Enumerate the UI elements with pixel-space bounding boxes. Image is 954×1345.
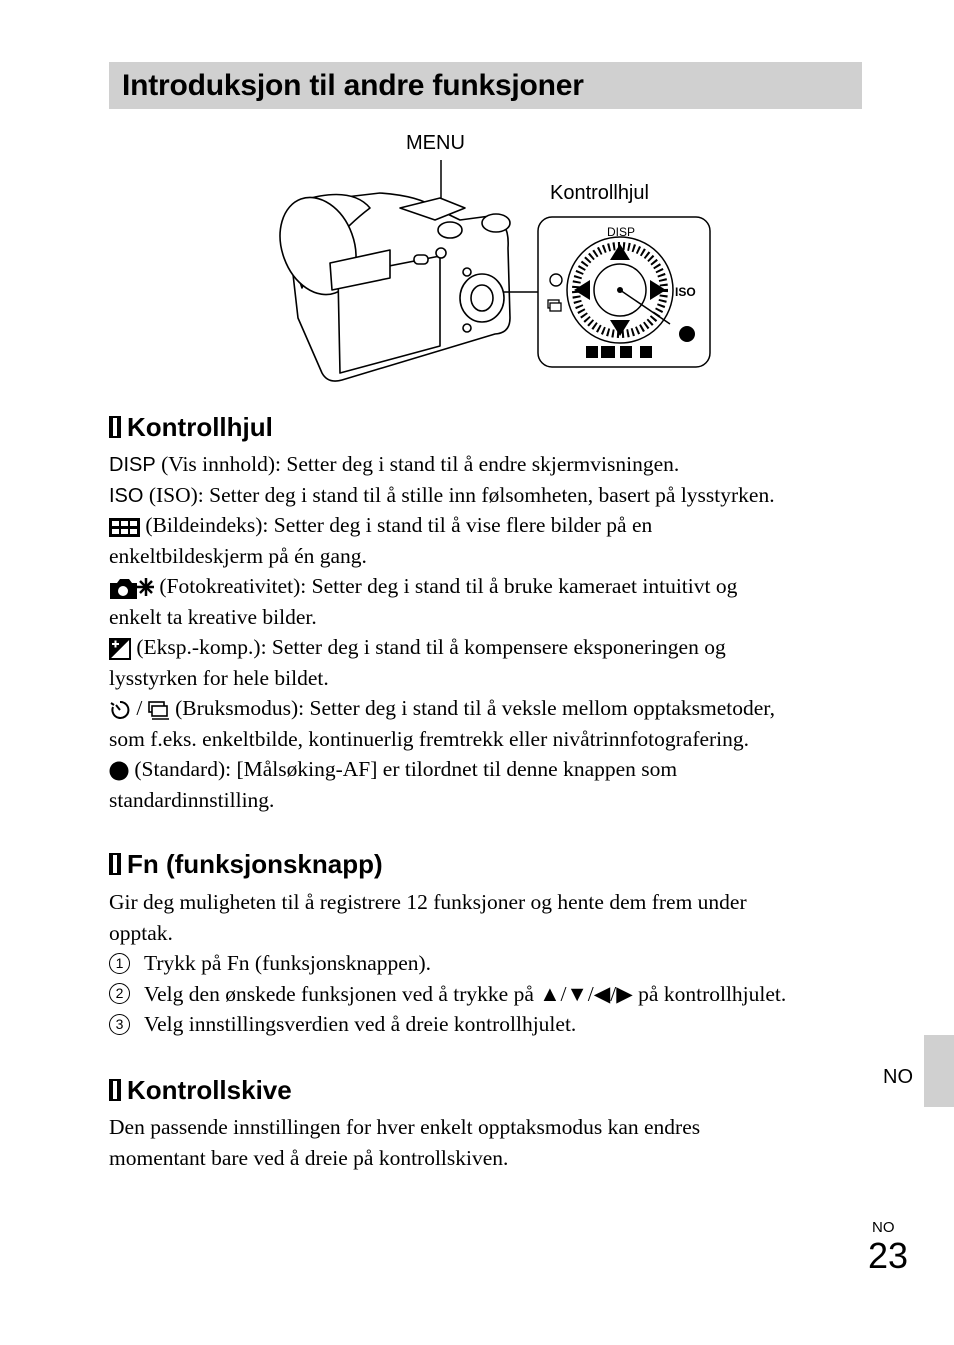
fn-step-3: 3 Velg innstillingsverdien ved å dreie kontrollhjulet. — [109, 1009, 869, 1040]
step-number: 2 — [109, 983, 130, 1004]
fn-body — [109, 887, 869, 1040]
title-bar — [109, 62, 862, 109]
wheel-iso-label: ISO — [675, 285, 696, 299]
fn-intro-1: Gir deg muligheten til å registrere 12 funksjoner og hente dem frem under — [109, 890, 747, 914]
side-tab-label: NO — [883, 1066, 913, 1088]
menu-label: MENU — [406, 132, 465, 154]
page-title: Introduksjon til andre funksjoner — [122, 69, 584, 102]
iso-key: ISO — [109, 484, 144, 507]
photo-creativity-icon — [109, 576, 154, 600]
drive-line: / (Bruksmodus): Setter deg i stand til å veksle mellom opptaksmetoder, — [109, 693, 869, 724]
fn-step-2: 2 Velg den ønskede funksjonen ved å trykke på ▲/▼/◀/▶ på kontrollhjulet. — [109, 979, 869, 1010]
disp-key: DISP — [109, 454, 156, 476]
section-marker-icon — [109, 853, 121, 875]
heading-kontrollhjul: Kontrollhjul — [109, 412, 273, 442]
continuous-shooting-icon — [148, 700, 170, 720]
camera-figure — [260, 128, 720, 390]
wheel-disp-label: DISP — [607, 225, 636, 239]
kontrollskive-text-1: Den passende innstillingen for hver enkelt opptaksmodus kan endres — [109, 1115, 701, 1139]
exposure-line: (Eksp.-komp.): Setter deg i stand til å kompensere eksponeringen og — [109, 632, 869, 663]
heading-fn: Fn (funksjonsknapp) — [109, 849, 383, 879]
page-number: 23 — [868, 1235, 909, 1276]
index-line-2: enkeltbildeskjerm på én gang. — [109, 543, 367, 568]
exposure-line-2: lysstyrken for hele bildet. — [109, 665, 329, 690]
disp-line: DISP (Vis innhold): Setter deg i stand til å endre skjermvisningen. — [109, 452, 680, 476]
exposure-comp-icon — [109, 638, 131, 660]
creative-line-2: enkelt ta kreative bilder. — [109, 604, 317, 629]
fn-intro-2: opptak. — [109, 920, 173, 945]
fn-step-1: 1 Trykk på Fn (funksjonsknappen). — [109, 948, 869, 979]
wheel-label: Kontrollhjul — [550, 182, 649, 204]
standard-line-2: standardinnstilling. — [109, 787, 275, 812]
section-marker-icon — [109, 416, 121, 438]
self-timer-icon — [109, 699, 131, 721]
step-number: 3 — [109, 1014, 130, 1035]
kontrollskive-text-2: momentant bare ved å dreie på kontrollskiven. — [109, 1145, 509, 1170]
step-number: 1 — [109, 953, 130, 974]
heading-kontrollskive: Kontrollskive — [109, 1075, 292, 1105]
center-button-icon — [109, 761, 129, 781]
language-side-tab — [924, 1035, 954, 1107]
drive-line-2: som f.eks. enkeltbilde, kontinuerlig fremtrekk eller nivåtrinnfotografering. — [109, 726, 750, 751]
iso-line: ISO (ISO): Setter deg i stand til å stille inn følsomheten, basert på lysstyrken. — [109, 482, 775, 507]
footer-lang: NO — [872, 1219, 895, 1236]
camera-illustration — [260, 128, 720, 390]
creative-line: (Fotokreativitet): Setter deg i stand til å bruke kameraet intuitivt og — [109, 571, 869, 602]
section-marker-icon — [109, 1079, 121, 1101]
standard-line: (Standard): [Målsøking-AF] er tilordnet til denne knappen som — [109, 754, 869, 785]
kontrollhjul-body — [109, 449, 869, 815]
index-line: (Bildeindeks): Setter deg i stand til å vise flere bilder på en — [109, 510, 869, 541]
kontrollskive-body — [109, 1112, 869, 1173]
image-index-icon — [109, 518, 140, 537]
